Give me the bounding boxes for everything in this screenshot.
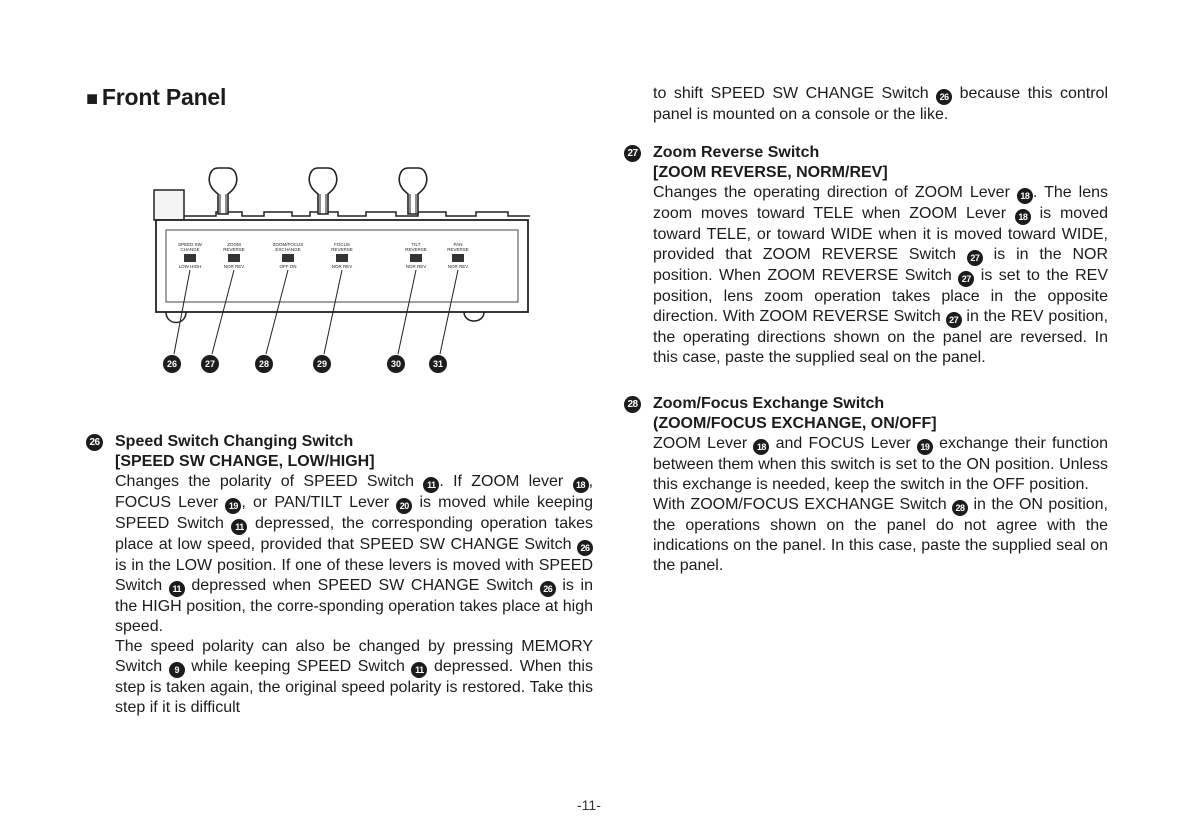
section-title: Zoom Reverse Switch: [653, 144, 820, 161]
paragraph-text: in the REV position, the operating directions shown on the panel are reversed. In this case, paste the supplied seal on the panel.: [653, 308, 1109, 366]
section-paragraph: [653, 434, 1108, 495]
left-foot: [166, 312, 186, 323]
paragraph-text: , or PAN/TILT Lever: [241, 494, 397, 511]
reference-number-badge: 18: [573, 477, 589, 493]
switch-position-label: NOR REV: [223, 264, 245, 269]
callout-28: 28: [258, 359, 270, 369]
switch-position-label: NOR REV: [331, 264, 353, 269]
pan-tilt-lever: [399, 168, 426, 214]
paragraph-text: is in the NOR position. When ZOOM REVERSE Switch: [653, 246, 1108, 284]
switch-label-line2: EXCHANGE: [275, 247, 301, 252]
right-column: [624, 84, 1108, 576]
reference-number-badge: 27: [958, 271, 974, 287]
switch-label-line2: REVERSE: [447, 247, 469, 252]
paragraph-text: depressed, the corresponding operation takes place at low speed, provided that SPEED SW CHANGE Switch: [115, 515, 593, 553]
reference-number-badge: 19: [225, 498, 241, 514]
paragraph-text: in the ON position, the operations shown on the panel do not agree with the indications on the panel. In this case, paste the supplied seal on the panel.: [653, 496, 1108, 574]
reference-number-badge: 18: [1017, 188, 1033, 204]
section-subtitle: [ZOOM REVERSE, NORM/REV]: [653, 164, 888, 181]
switch-position-label: LOW HIGH: [178, 264, 202, 269]
section-zoom-reverse: [624, 143, 1108, 368]
reference-number-badge: 11: [231, 519, 247, 535]
heading-text: Front Panel: [101, 84, 227, 110]
paragraph-text: . The lens zoom moves toward TELE when ZOOM Lever: [653, 184, 1108, 222]
paragraph-text: The speed polarity can also be changed by pressing MEMORY Switch: [115, 638, 593, 675]
top-rail: [184, 212, 530, 216]
reference-number-badge: 11: [169, 581, 185, 597]
section-paragraph: [115, 637, 593, 718]
section-speed-switch-changing: [86, 432, 593, 718]
paragraph-text: exchange their function between them when this switch is set to the ON position. Unless this exchange is needed, keep the switch in the OFF position.: [653, 435, 1109, 493]
switch-label-line1: ZOOM: [227, 242, 241, 247]
paragraph-text: depressed. When this step is taken again, the original speed polarity is restored. Take this step if it is difficult: [115, 658, 593, 716]
section-number-badge: 28: [624, 396, 641, 413]
switch-position-label: NOR REV: [405, 264, 427, 269]
paragraph-text: while keeping SPEED Switch: [184, 658, 412, 675]
reference-number-badge: 9: [169, 662, 185, 678]
continuation-paragraph-block: [624, 84, 1108, 125]
switch-label-line2: CHANGE: [180, 247, 200, 252]
section-title: Zoom/Focus Exchange Switch: [653, 395, 885, 412]
reference-number-badge: 19: [917, 439, 933, 455]
reference-number-badge: 26: [540, 581, 556, 597]
section-number-badge: 27: [624, 145, 641, 162]
paragraph-text: is in the HIGH position, the corre-sponding operation takes place at high speed.: [115, 577, 593, 635]
switch-label-line1: FOCUS: [334, 242, 350, 247]
paragraph-text: Changes the operating direction of ZOOM Lever: [653, 184, 1017, 201]
paragraph-text: is in the LOW position. If one of these levers is moved with SPEED Switch: [115, 557, 593, 594]
reference-number-badge: 28: [952, 500, 968, 516]
section-title: Speed Switch Changing Switch: [115, 433, 354, 450]
right-foot: [464, 312, 484, 321]
callout-26: 26: [166, 359, 178, 369]
paragraph-text: ZOOM Lever: [653, 435, 754, 452]
paragraph-text: . If ZOOM lever: [439, 473, 573, 490]
switch-position-label: NOR REV: [447, 264, 469, 269]
callout-29: 29: [316, 359, 328, 369]
page-heading: [86, 84, 564, 111]
left-column: [86, 84, 594, 716]
left-block: [154, 190, 184, 220]
paragraph-text: With ZOOM/FOCUS EXCHANGE Switch: [653, 496, 953, 513]
reference-number-badge: 27: [946, 312, 962, 328]
paragraph-text: is moved toward TELE, or toward WIDE when it is moved toward WIDE, provided that ZOOM REVERSE Switch: [653, 205, 1108, 263]
paragraph-text: , FOCUS Lever: [115, 473, 594, 511]
reference-number-badge: 11: [423, 477, 439, 493]
switch-position-label: OFF ON: [279, 264, 297, 269]
switch-label-line1: TILT: [411, 242, 421, 247]
page-number: -11-: [577, 797, 601, 813]
switch-label-line2: REVERSE: [223, 247, 245, 252]
paragraph-text: is moved while keeping SPEED Switch: [115, 494, 594, 532]
section-number-badge: 26: [86, 434, 103, 451]
section-subtitle: [SPEED SW CHANGE, LOW/HIGH]: [115, 453, 375, 470]
continuation-paragraph: [653, 84, 1108, 125]
section-zoom-focus-exchange: [624, 394, 1108, 576]
reference-number-badge: 26: [936, 89, 952, 105]
switch-label-line1: PAN: [453, 242, 463, 247]
zoom-lever: [209, 168, 236, 214]
reference-number-badge: 18: [753, 439, 769, 455]
switch-label-line1: SPEED SW: [178, 242, 202, 247]
section-paragraph: [115, 472, 593, 637]
callout-27: 27: [204, 359, 216, 369]
reference-number-badge: 20: [396, 498, 412, 514]
switch-label-line2: REVERSE: [331, 247, 353, 252]
callout-30: 30: [390, 359, 402, 369]
paragraph-text: and FOCUS Lever: [769, 435, 917, 452]
front-panel-diagram: [146, 164, 546, 464]
paragraph-text: Changes the polarity of SPEED Switch: [115, 473, 424, 490]
reference-number-badge: 18: [1015, 209, 1031, 225]
callout-31: 31: [432, 359, 444, 369]
focus-lever: [309, 168, 336, 214]
reference-number-badge: 26: [577, 540, 593, 556]
paragraph-text: to shift SPEED SW CHANGE Switch: [653, 85, 937, 102]
section-paragraph: [653, 495, 1108, 576]
section-paragraph: [653, 183, 1108, 368]
section-subtitle: (ZOOM/FOCUS EXCHANGE, ON/OFF]: [653, 415, 937, 432]
switch-label-line2: REVERSE: [405, 247, 427, 252]
reference-number-badge: 27: [967, 250, 983, 266]
square-bullet-icon: ■: [86, 88, 98, 110]
reference-number-badge: 11: [411, 662, 427, 678]
paragraph-text: because this control panel is mounted on a console or the like.: [653, 85, 1109, 123]
paragraph-text: is set to the REV position, lens zoom operation takes place in the opposite direction. With ZOOM REVERSE Switch: [653, 267, 1109, 325]
paragraph-text: depressed when SPEED SW CHANGE Switch: [184, 577, 540, 594]
switch-label-line1: ZOOM/FOCUS: [272, 242, 304, 247]
